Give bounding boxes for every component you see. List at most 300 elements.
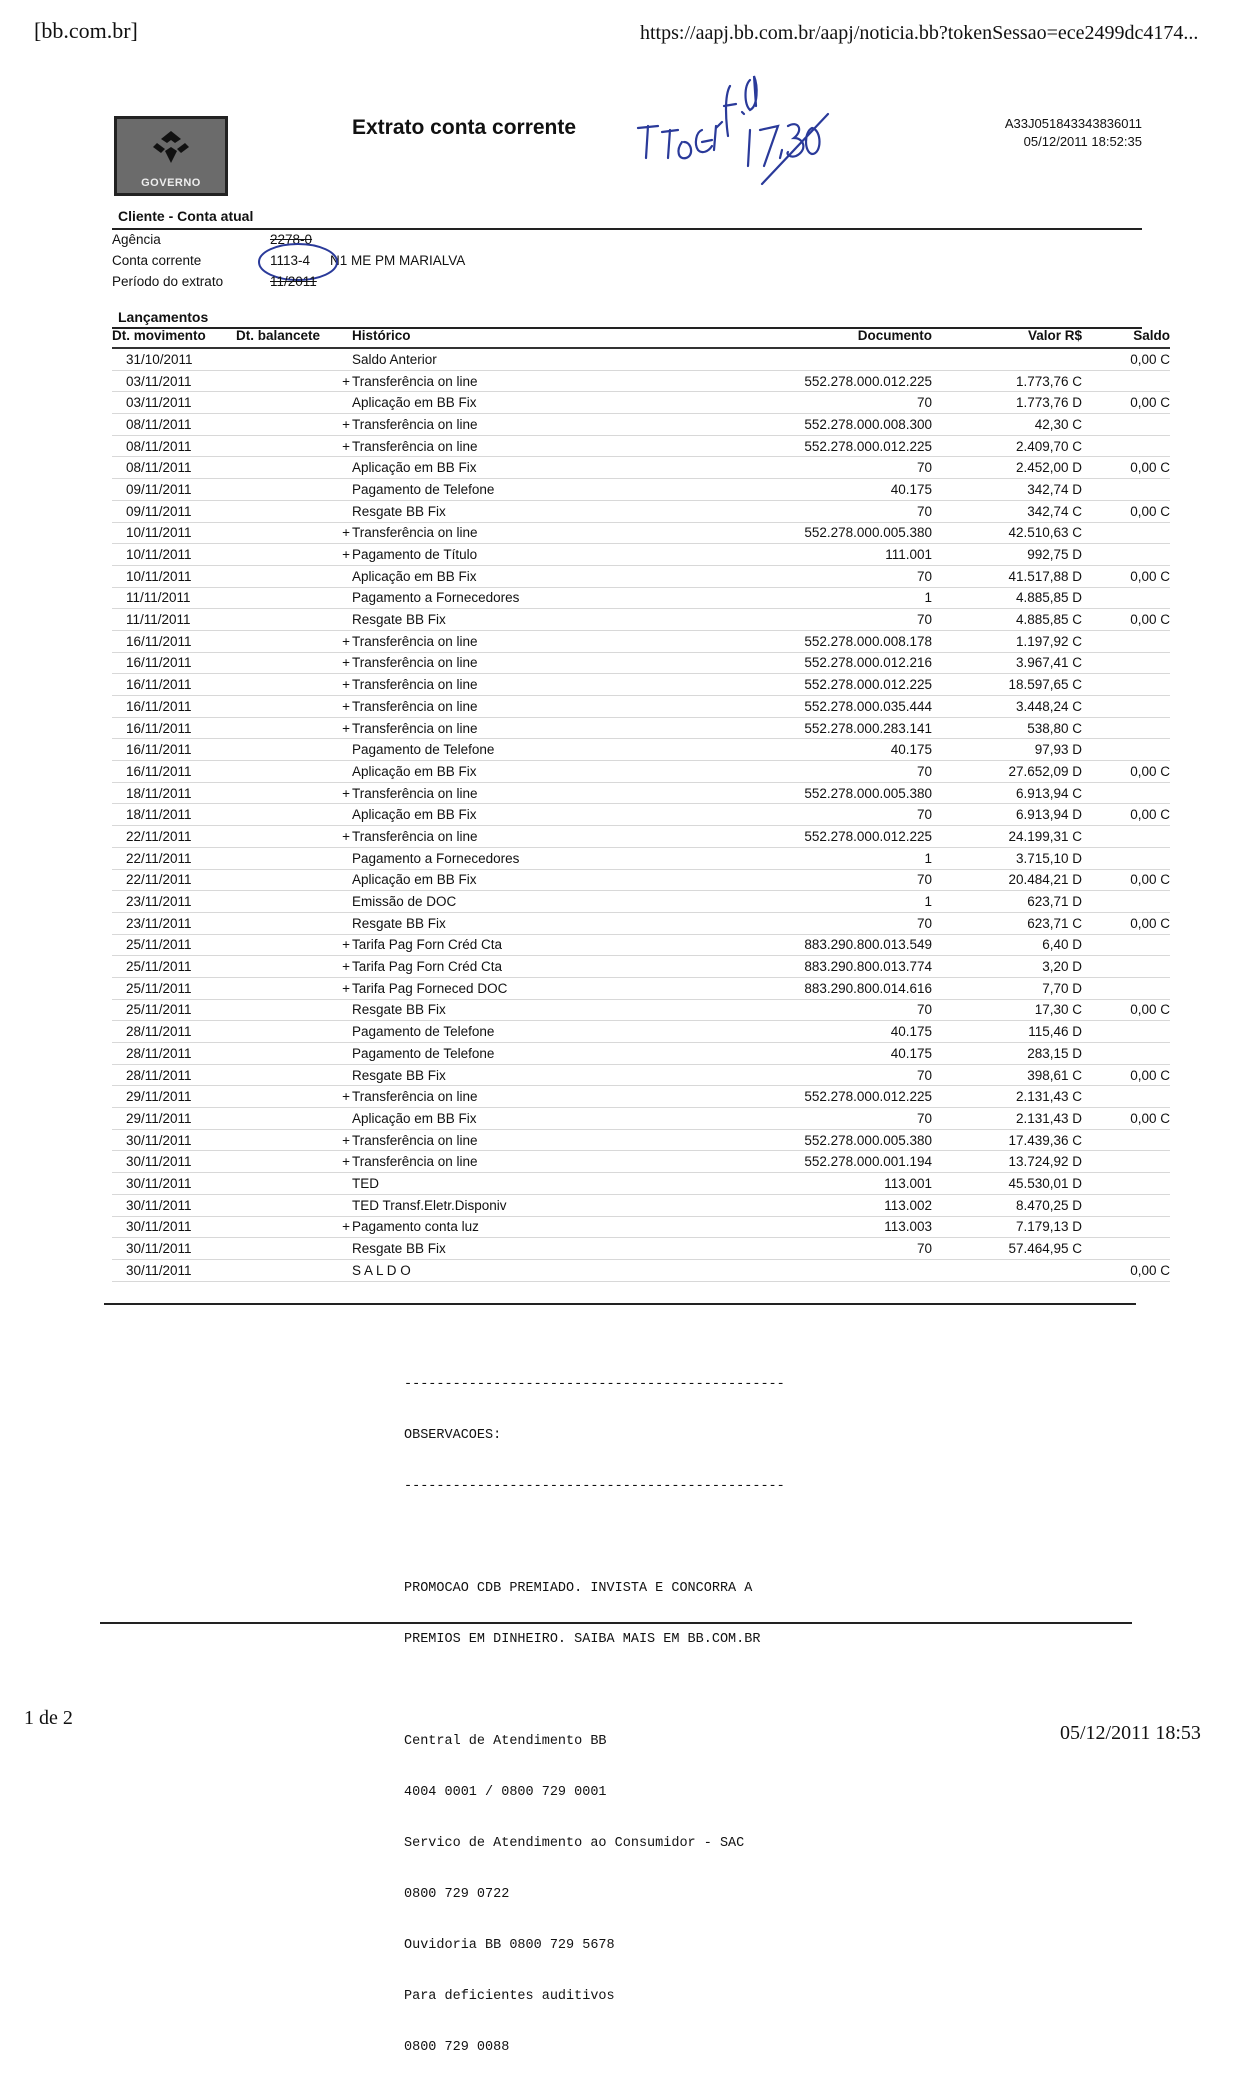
row-saldo: 0,00 C	[1082, 500, 1170, 522]
row-documento: 552.278.000.035.444	[742, 696, 932, 718]
table-row	[112, 435, 1170, 457]
periodo-value: 11/2011	[270, 274, 317, 289]
row-plus-sign: +	[336, 1086, 352, 1108]
row-saldo: 0,00 C	[1082, 912, 1170, 934]
row-saldo	[1082, 696, 1170, 718]
row-dt-balancete	[236, 977, 336, 999]
row-valor: 3.715,10 D	[932, 847, 1082, 869]
table-row	[112, 348, 1170, 370]
row-dt-movimento: 30/11/2011	[112, 1129, 236, 1151]
row-dt-movimento: 22/11/2011	[112, 847, 236, 869]
row-documento: 40.175	[742, 739, 932, 761]
row-plus-sign	[336, 891, 352, 913]
document-datetime: 05/12/2011 18:52:35	[1023, 134, 1142, 149]
row-dt-movimento: 25/11/2011	[112, 956, 236, 978]
row-dt-balancete	[236, 999, 336, 1021]
row-dt-movimento: 11/11/2011	[112, 609, 236, 631]
row-plus-sign: +	[336, 977, 352, 999]
col-dt-balancete: Dt. balancete	[236, 326, 336, 348]
browser-site-label: [bb.com.br]	[34, 18, 138, 43]
row-dt-movimento: 25/11/2011	[112, 977, 236, 999]
promo-line-2: PREMIOS EM DINHEIRO. SAIBA MAIS EM BB.COM.BR	[404, 1632, 761, 1647]
table-row	[112, 782, 1170, 804]
row-documento: 70	[742, 912, 932, 934]
contact-line: 0800 729 0088	[404, 2040, 510, 2055]
row-documento: 552.278.000.012.225	[742, 674, 932, 696]
table-end-divider	[104, 1303, 1136, 1305]
row-dt-balancete	[236, 652, 336, 674]
row-saldo	[1082, 674, 1170, 696]
row-dt-balancete	[236, 1043, 336, 1065]
table-row	[112, 370, 1170, 392]
row-documento: 552.278.000.008.178	[742, 630, 932, 652]
table-row	[112, 522, 1170, 544]
row-documento: 552.278.000.012.225	[742, 370, 932, 392]
row-documento: 552.278.000.005.380	[742, 782, 932, 804]
row-saldo	[1082, 847, 1170, 869]
row-historico: TED	[352, 1173, 742, 1195]
row-saldo: 0,00 C	[1082, 392, 1170, 414]
row-dt-balancete	[236, 782, 336, 804]
row-dt-movimento: 11/11/2011	[112, 587, 236, 609]
row-valor: 4.885,85 C	[932, 609, 1082, 631]
table-row	[112, 1108, 1170, 1130]
row-plus-sign: +	[336, 544, 352, 566]
row-historico: Transferência on line	[352, 630, 742, 652]
row-valor: 1.197,92 C	[932, 630, 1082, 652]
row-dt-balancete	[236, 435, 336, 457]
row-dt-balancete	[236, 609, 336, 631]
row-valor: 623,71 C	[932, 912, 1082, 934]
row-dt-balancete	[236, 912, 336, 934]
row-plus-sign	[336, 609, 352, 631]
row-dt-balancete	[236, 761, 336, 783]
row-valor: 18.597,65 C	[932, 674, 1082, 696]
row-saldo: 0,00 C	[1082, 999, 1170, 1021]
table-row	[112, 696, 1170, 718]
row-saldo	[1082, 956, 1170, 978]
row-dt-balancete	[236, 1259, 336, 1281]
row-historico: Emissão de DOC	[352, 891, 742, 913]
table-row	[112, 847, 1170, 869]
row-historico: Transferência on line	[352, 674, 742, 696]
row-documento: 40.175	[742, 479, 932, 501]
row-dt-movimento: 30/11/2011	[112, 1173, 236, 1195]
row-dt-movimento: 23/11/2011	[112, 912, 236, 934]
row-historico: Pagamento a Fornecedores	[352, 587, 742, 609]
lancamentos-body	[112, 348, 1170, 1281]
row-saldo	[1082, 826, 1170, 848]
row-valor: 8.470,25 D	[932, 1194, 1082, 1216]
row-valor: 17,30 C	[932, 999, 1082, 1021]
row-plus-sign: +	[336, 674, 352, 696]
row-plus-sign: +	[336, 826, 352, 848]
table-row	[112, 1216, 1170, 1238]
row-valor: 398,61 C	[932, 1064, 1082, 1086]
row-historico: Resgate BB Fix	[352, 1064, 742, 1086]
table-row	[112, 544, 1170, 566]
row-dt-movimento: 16/11/2011	[112, 696, 236, 718]
logo-text: GOVERNO	[141, 177, 201, 189]
table-row	[112, 609, 1170, 631]
row-historico: Saldo Anterior	[352, 348, 742, 370]
row-documento: 70	[742, 392, 932, 414]
row-saldo: 0,00 C	[1082, 1108, 1170, 1130]
row-valor: 538,80 C	[932, 717, 1082, 739]
row-historico: Resgate BB Fix	[352, 500, 742, 522]
row-saldo	[1082, 544, 1170, 566]
row-plus-sign: +	[336, 1216, 352, 1238]
row-saldo	[1082, 652, 1170, 674]
row-plus-sign: +	[336, 652, 352, 674]
row-plus-sign: +	[336, 717, 352, 739]
row-valor: 3.967,41 C	[932, 652, 1082, 674]
footer-divider	[100, 1622, 1132, 1624]
observacoes-block	[404, 1342, 785, 2073]
row-dt-balancete	[236, 630, 336, 652]
row-documento: 883.290.800.013.774	[742, 956, 932, 978]
row-historico: Pagamento conta luz	[352, 1216, 742, 1238]
observacoes-dashes-top: -----------------------------------------------	[404, 1377, 785, 1392]
row-plus-sign: +	[336, 956, 352, 978]
table-row	[112, 674, 1170, 696]
row-plus-sign	[336, 1043, 352, 1065]
row-documento: 552.278.000.005.380	[742, 1129, 932, 1151]
row-dt-movimento: 30/11/2011	[112, 1259, 236, 1281]
row-plus-sign: +	[336, 782, 352, 804]
row-dt-balancete	[236, 479, 336, 501]
row-saldo	[1082, 1238, 1170, 1260]
row-documento: 70	[742, 609, 932, 631]
row-dt-movimento: 09/11/2011	[112, 500, 236, 522]
row-dt-balancete	[236, 414, 336, 436]
row-valor: 992,75 D	[932, 544, 1082, 566]
row-documento: 70	[742, 1064, 932, 1086]
col-dt-movimento: Dt. movimento	[112, 326, 236, 348]
row-documento: 70	[742, 1108, 932, 1130]
row-valor: 20.484,21 D	[932, 869, 1082, 891]
contact-line: 0800 729 0722	[404, 1887, 510, 1902]
row-dt-movimento: 16/11/2011	[112, 717, 236, 739]
row-dt-movimento: 10/11/2011	[112, 522, 236, 544]
row-documento: 552.278.000.012.225	[742, 435, 932, 457]
row-dt-balancete	[236, 826, 336, 848]
row-documento: 883.290.800.014.616	[742, 977, 932, 999]
row-documento: 113.002	[742, 1194, 932, 1216]
row-saldo	[1082, 587, 1170, 609]
row-plus-sign: +	[336, 435, 352, 457]
row-documento: 40.175	[742, 1021, 932, 1043]
row-saldo	[1082, 522, 1170, 544]
table-row	[112, 1086, 1170, 1108]
table-row	[112, 826, 1170, 848]
row-documento: 552.278.000.005.380	[742, 522, 932, 544]
row-historico: Pagamento de Telefone	[352, 1043, 742, 1065]
row-dt-movimento: 16/11/2011	[112, 630, 236, 652]
row-valor: 17.439,36 C	[932, 1129, 1082, 1151]
row-plus-sign	[336, 1173, 352, 1195]
table-row	[112, 1259, 1170, 1281]
row-dt-balancete	[236, 1129, 336, 1151]
banco-do-brasil-logo-icon	[151, 129, 191, 165]
row-valor: 42,30 C	[932, 414, 1082, 436]
row-dt-balancete	[236, 869, 336, 891]
row-dt-balancete	[236, 392, 336, 414]
row-plus-sign: +	[336, 630, 352, 652]
table-row	[112, 1129, 1170, 1151]
print-datetime: 05/12/2011 18:53	[1060, 1722, 1201, 1744]
row-plus-sign	[336, 1259, 352, 1281]
row-historico: Resgate BB Fix	[352, 999, 742, 1021]
row-saldo	[1082, 1173, 1170, 1195]
row-valor: 41.517,88 D	[932, 565, 1082, 587]
row-valor: 1.773,76 D	[932, 392, 1082, 414]
table-row	[112, 717, 1170, 739]
row-dt-balancete	[236, 674, 336, 696]
row-dt-movimento: 31/10/2011	[112, 348, 236, 370]
row-dt-movimento: 22/11/2011	[112, 826, 236, 848]
table-row	[112, 1194, 1170, 1216]
contact-line: Central de Atendimento BB	[404, 1734, 607, 1749]
row-dt-movimento: 16/11/2011	[112, 674, 236, 696]
row-dt-movimento: 30/11/2011	[112, 1194, 236, 1216]
promo-line-1: PROMOCAO CDB PREMIADO. INVISTA E CONCORRA A	[404, 1581, 753, 1596]
observacoes-title: OBSERVACOES:	[404, 1428, 502, 1443]
row-historico: Transferência on line	[352, 1086, 742, 1108]
row-dt-balancete	[236, 956, 336, 978]
row-dt-movimento: 22/11/2011	[112, 869, 236, 891]
row-dt-balancete	[236, 348, 336, 370]
row-saldo	[1082, 934, 1170, 956]
table-row	[112, 500, 1170, 522]
row-documento: 70	[742, 565, 932, 587]
row-saldo: 0,00 C	[1082, 761, 1170, 783]
row-dt-movimento: 08/11/2011	[112, 414, 236, 436]
row-documento: 113.001	[742, 1173, 932, 1195]
row-historico: Aplicação em BB Fix	[352, 869, 742, 891]
table-row	[112, 912, 1170, 934]
row-plus-sign	[336, 912, 352, 934]
row-valor: 1.773,76 C	[932, 370, 1082, 392]
row-valor: 13.724,92 D	[932, 1151, 1082, 1173]
agencia-label: Agência	[112, 232, 161, 247]
cliente-divider	[112, 228, 1142, 230]
row-saldo	[1082, 977, 1170, 999]
row-valor: 7,70 D	[932, 977, 1082, 999]
row-dt-movimento: 18/11/2011	[112, 782, 236, 804]
row-valor: 57.464,95 C	[932, 1238, 1082, 1260]
row-historico: Resgate BB Fix	[352, 912, 742, 934]
row-historico: Transferência on line	[352, 370, 742, 392]
table-header-row	[112, 326, 1170, 348]
row-plus-sign: +	[336, 1129, 352, 1151]
handwritten-annotation-drawing	[632, 66, 832, 196]
row-plus-sign	[336, 1064, 352, 1086]
row-documento: 552.278.000.008.300	[742, 414, 932, 436]
row-dt-balancete	[236, 696, 336, 718]
table-row	[112, 392, 1170, 414]
row-historico: Tarifa Pag Forn Créd Cta	[352, 934, 742, 956]
row-plus-sign: +	[336, 522, 352, 544]
row-dt-balancete	[236, 739, 336, 761]
table-row	[112, 414, 1170, 436]
row-dt-balancete	[236, 1194, 336, 1216]
lancamentos-table	[112, 326, 1170, 1282]
col-saldo: Saldo	[1082, 326, 1170, 348]
row-dt-balancete	[236, 522, 336, 544]
table-row	[112, 1151, 1170, 1173]
table-row	[112, 761, 1170, 783]
row-dt-movimento: 28/11/2011	[112, 1064, 236, 1086]
contact-line: 4004 0001 / 0800 729 0001	[404, 1785, 607, 1800]
row-historico: Pagamento de Telefone	[352, 479, 742, 501]
row-saldo	[1082, 717, 1170, 739]
row-documento: 883.290.800.013.549	[742, 934, 932, 956]
row-documento: 1	[742, 587, 932, 609]
table-row	[112, 934, 1170, 956]
row-historico: Aplicação em BB Fix	[352, 457, 742, 479]
row-dt-balancete	[236, 1238, 336, 1260]
row-valor: 623,71 D	[932, 891, 1082, 913]
row-saldo	[1082, 370, 1170, 392]
row-plus-sign	[336, 869, 352, 891]
row-dt-balancete	[236, 891, 336, 913]
row-documento: 113.003	[742, 1216, 932, 1238]
row-dt-balancete	[236, 1173, 336, 1195]
row-dt-movimento: 28/11/2011	[112, 1021, 236, 1043]
row-historico: Aplicação em BB Fix	[352, 565, 742, 587]
row-plus-sign: +	[336, 370, 352, 392]
row-historico: Tarifa Pag Forn Créd Cta	[352, 956, 742, 978]
row-saldo: 0,00 C	[1082, 609, 1170, 631]
document-code: A33J051843343836011	[1004, 116, 1142, 131]
row-historico: TED Transf.Eletr.Disponiv	[352, 1194, 742, 1216]
row-dt-balancete	[236, 1151, 336, 1173]
row-documento	[742, 1259, 932, 1281]
row-dt-movimento: 30/11/2011	[112, 1151, 236, 1173]
row-historico: Aplicação em BB Fix	[352, 1108, 742, 1130]
row-documento: 70	[742, 1238, 932, 1260]
row-saldo	[1082, 1194, 1170, 1216]
row-dt-movimento: 10/11/2011	[112, 544, 236, 566]
browser-url[interactable]: https://aapj.bb.com.br/aapj/noticia.bb?tokenSessao=ece2499dc4174...	[640, 22, 1199, 44]
row-dt-movimento: 29/11/2011	[112, 1108, 236, 1130]
row-valor	[932, 348, 1082, 370]
row-saldo	[1082, 1086, 1170, 1108]
row-dt-movimento: 09/11/2011	[112, 479, 236, 501]
row-saldo: 0,00 C	[1082, 1259, 1170, 1281]
row-saldo: 0,00 C	[1082, 804, 1170, 826]
row-historico: Transferência on line	[352, 1151, 742, 1173]
row-dt-balancete	[236, 1216, 336, 1238]
periodo-label: Período do extrato	[112, 274, 224, 289]
row-valor	[932, 1259, 1082, 1281]
row-saldo	[1082, 739, 1170, 761]
row-valor: 2.409,70 C	[932, 435, 1082, 457]
row-historico: Pagamento de Telefone	[352, 1021, 742, 1043]
row-saldo	[1082, 1129, 1170, 1151]
row-valor: 2.131,43 D	[932, 1108, 1082, 1130]
row-saldo: 0,00 C	[1082, 1064, 1170, 1086]
row-plus-sign: +	[336, 934, 352, 956]
conta-nome: N1 ME PM MARIALVA	[330, 253, 466, 268]
row-dt-movimento: 29/11/2011	[112, 1086, 236, 1108]
row-valor: 42.510,63 C	[932, 522, 1082, 544]
row-valor: 4.885,85 D	[932, 587, 1082, 609]
row-dt-movimento: 03/11/2011	[112, 392, 236, 414]
contact-line: Para deficientes auditivos	[404, 1989, 615, 2004]
row-valor: 45.530,01 D	[932, 1173, 1082, 1195]
row-documento: 552.278.000.012.225	[742, 826, 932, 848]
row-historico: Resgate BB Fix	[352, 1238, 742, 1260]
row-plus-sign: +	[336, 696, 352, 718]
page-title: Extrato conta corrente	[352, 116, 577, 139]
row-plus-sign	[336, 1238, 352, 1260]
row-historico: Pagamento de Título	[352, 544, 742, 566]
row-documento: 70	[742, 999, 932, 1021]
row-saldo	[1082, 435, 1170, 457]
col-plus	[336, 326, 352, 348]
row-documento: 70	[742, 869, 932, 891]
row-dt-movimento: 30/11/2011	[112, 1216, 236, 1238]
row-dt-balancete	[236, 717, 336, 739]
row-historico: Transferência on line	[352, 652, 742, 674]
row-plus-sign: +	[336, 1151, 352, 1173]
conta-value: 1113-4	[270, 253, 311, 268]
lancamentos-section-title: Lançamentos	[118, 309, 209, 325]
table-row	[112, 869, 1170, 891]
row-plus-sign	[336, 1194, 352, 1216]
row-documento: 552.278.000.012.216	[742, 652, 932, 674]
row-dt-balancete	[236, 1086, 336, 1108]
table-row	[112, 1064, 1170, 1086]
row-dt-balancete	[236, 1064, 336, 1086]
row-historico: Resgate BB Fix	[352, 609, 742, 631]
table-row	[112, 1043, 1170, 1065]
row-historico: Transferência on line	[352, 826, 742, 848]
contact-line: Servico de Atendimento ao Consumidor - SAC	[404, 1836, 745, 1851]
row-plus-sign	[336, 999, 352, 1021]
row-dt-balancete	[236, 457, 336, 479]
row-valor: 27.652,09 D	[932, 761, 1082, 783]
row-dt-movimento: 16/11/2011	[112, 761, 236, 783]
row-plus-sign	[336, 457, 352, 479]
row-dt-movimento: 23/11/2011	[112, 891, 236, 913]
row-plus-sign	[336, 847, 352, 869]
row-historico: Aplicação em BB Fix	[352, 804, 742, 826]
row-dt-movimento: 18/11/2011	[112, 804, 236, 826]
row-plus-sign	[336, 739, 352, 761]
row-documento	[742, 348, 932, 370]
row-documento: 70	[742, 761, 932, 783]
row-historico: Aplicação em BB Fix	[352, 761, 742, 783]
row-dt-balancete	[236, 565, 336, 587]
row-saldo	[1082, 479, 1170, 501]
row-plus-sign: +	[336, 414, 352, 436]
row-saldo	[1082, 414, 1170, 436]
col-documento: Documento	[742, 326, 932, 348]
row-dt-balancete	[236, 804, 336, 826]
table-row	[112, 999, 1170, 1021]
row-plus-sign	[336, 392, 352, 414]
table-row	[112, 630, 1170, 652]
table-row	[112, 804, 1170, 826]
row-documento: 40.175	[742, 1043, 932, 1065]
table-row	[112, 565, 1170, 587]
row-dt-movimento: 16/11/2011	[112, 739, 236, 761]
table-row	[112, 956, 1170, 978]
row-documento: 70	[742, 500, 932, 522]
